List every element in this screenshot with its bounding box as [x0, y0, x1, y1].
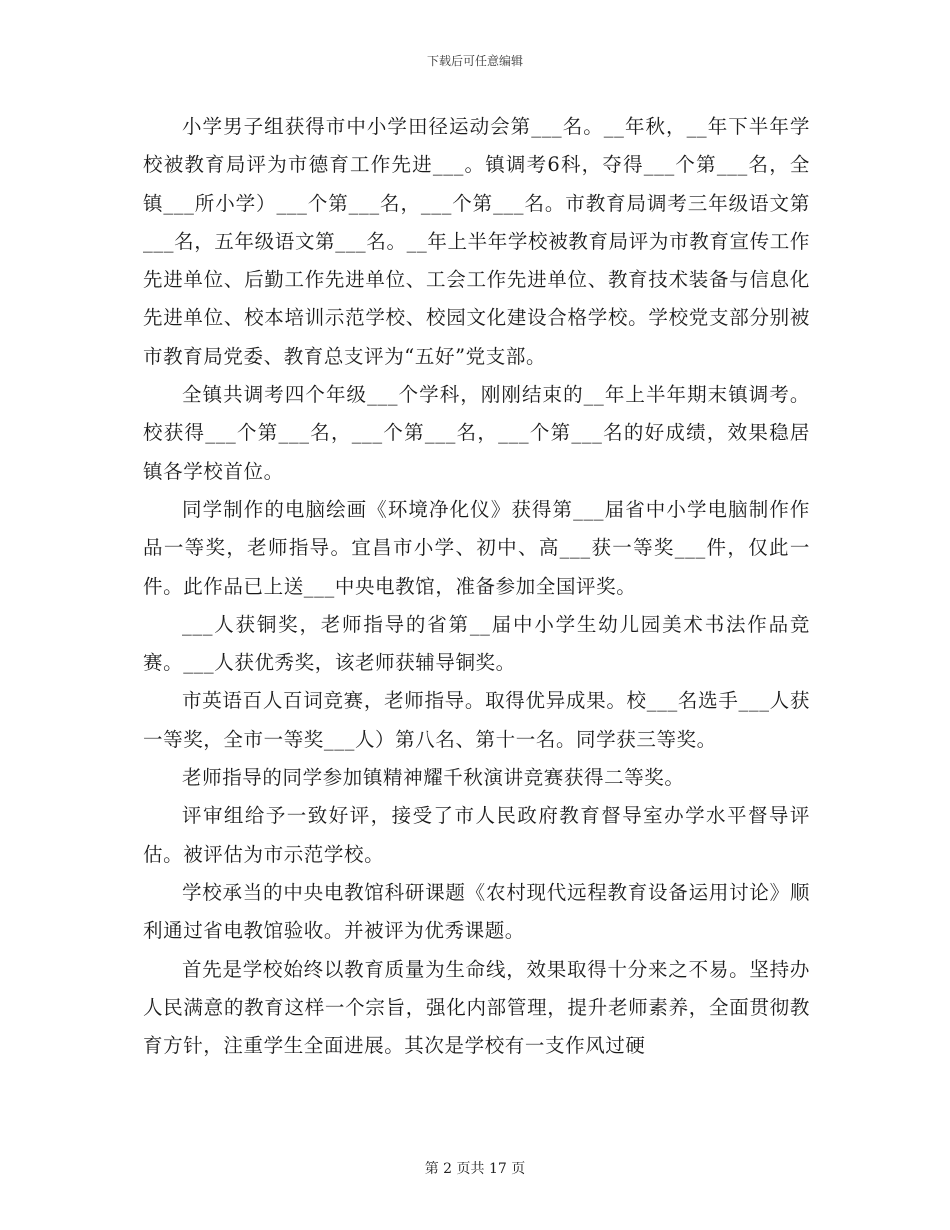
- document-body: [143, 108, 810, 1065]
- paragraph-4: ___人获铜奖，老师指导的省第__届中小学生幼儿园美术书法作品竞赛。___人获优秀奖，该老师获辅导铜奖。: [143, 612, 810, 675]
- paragraph-3: 同学制作的电脑绘画《环境净化仪》获得第___届省中小学电脑制作作品一等奖，老师指导。宜昌市小学、初中、高___获一等奖___件，仅此一件。此作品已上送___中央电教馆，准备参加全国评奖。: [143, 497, 810, 598]
- paragraph-1: 小学男子组获得市中小学田径运动会第___名。__年秋，__年下半年学校被教育局评为市德育工作先进___。镇调考6科，夺得___个第___名，全镇___所小学）___个第___名，___个第___名。市教育局调考三年级语文第___名，五年级语文第___名。__年上半年学校被教育局评为市教育宣传工作先进单位、后勤工作先进单位、工会工作先进单位、教育技术装备与信息化先进单位、校本培训示范学校、校园文化建设合格学校。学校党支部分别被市教育局党委、教育总支评为“五好”党支部。: [143, 115, 810, 368]
- page-number: 第 2 页共 17 页: [424, 1161, 526, 1177]
- paragraph-9: 首先是学校始终以教育质量为生命线，效果取得十分来之不易。坚持办人民满意的教育这样一个宗旨，强化内部管理，提升老师素养，全面贯彻教育方针，注重学生全面进展。其次是学校有一支作风过硬: [143, 957, 810, 1058]
- paragraph-8: 学校承当的中央电教馆科研课题《农村现代远程教育设备运用讨论》顺利通过省电教馆验收。并被评为优秀课题。: [143, 880, 810, 943]
- paragraph-2: 全镇共调考四个年级___个学科，刚刚结束的__年上半年期末镇调考。校获得___个第___名，___个第___名，___个第___名的好成绩，效果稳居镇各学校首位。: [143, 383, 810, 483]
- paragraph-7: 评审组给予一致好评，接受了市人民政府教育督导室办学水平督导评估。被评估为市示范学校。: [143, 804, 810, 866]
- paragraph-6: 老师指导的同学参加镇精神耀千秋演讲竞赛获得二等奖。: [182, 766, 685, 790]
- paragraph-5: 市英语百人百词竞赛，老师指导。取得优异成果。校___名选手___人获一等奖，全市一等奖___人）第八名、第十一名。同学获三等奖。: [143, 689, 810, 751]
- page-header: 下载后可任意编辑: [426, 54, 523, 68]
